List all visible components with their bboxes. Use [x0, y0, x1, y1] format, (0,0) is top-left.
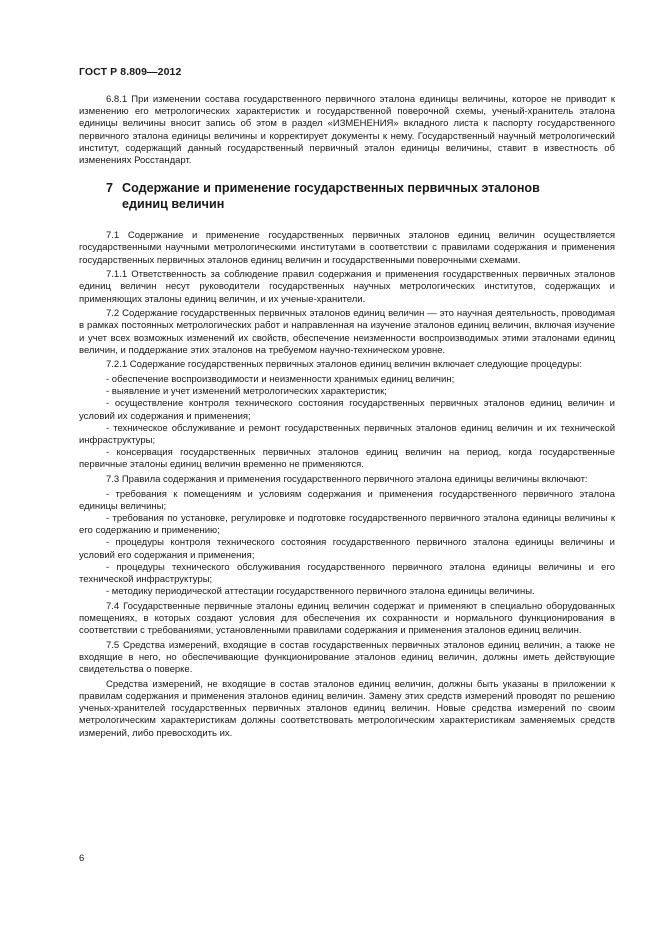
paragraph-7-4: 7.4 Государственные первичные эталоны единиц величин содержат и применяют в специально оборудованных помещениях, в которых создают условия для обеспечения их сохранности и нормального функционирования в соответствии с требованиями, установленными правилами содержания и применения эталонов единиц величин.	[79, 600, 615, 637]
paragraph-7-3: 7.3 Правила содержания и применения государственного первичного эталона единицы величины включают:	[106, 474, 588, 486]
paragraph-7-1: 7.1 Содержание и применение государственных первичных эталонов единиц величин осуществляется государственными научными метрологическими институтами в соответствии с правилами содержания и применения государственных первичных эталонов единиц величин и государственными поверочными схемами.	[79, 230, 615, 266]
list-item: - осуществление контроля технического состояния государственных первичных эталонов единиц величин и условий их содержания и применения;	[79, 398, 615, 422]
page-number: 6	[79, 853, 85, 864]
list-item: - процедуры технического обслуживания государственного первичного эталона единицы величины и его технической инфраструктуры;	[79, 561, 615, 586]
paragraph-7-5: 7.5 Средства измерений, входящие в состав государственных первичных эталонов единиц величин, а также не входящие в него, но обеспечивающие функционирование эталонов единиц величин, должны иметь действующие свидетельства о поверке.	[79, 639, 615, 676]
list-item: - требования к помещениям и условиям содержания и применения государственного первичного эталона единицы величины;	[79, 488, 615, 512]
section-number: 7	[106, 181, 114, 196]
paragraph-7-5-cont: Средства измерений, не входящие в состав эталонов единиц величин, должны быть указаны в приложении к правилам содержания и применения эталонов единиц величин. Замену этих средств измерений проводят по решению ученых-хранителей государственных первичных эталонов единиц величин. Новые средства измерений по своим метрологическим характеристикам должны соответствовать метрологическим характеристикам заменяемых средств измерений, либо превосходить их.	[79, 678, 615, 739]
paragraph-7-2: 7.2 Содержание государственных первичных эталонов единиц величин — это научная деятельность, проводимая в рамках постоянных метрологических работ и направленная на изучение эталонов единиц величин, включая изучение и учет всех возможных изменений их свойств, обеспечение неизменности воспроизводимых этими эталонами единиц величин, и поддержание этих эталонов на требуемом научно-техническом уровне.	[79, 308, 615, 356]
document-header: ГОСТ Р 8.809—2012	[79, 66, 182, 78]
section-title-line1: Содержание и применение государственных первичных эталонов	[122, 181, 540, 196]
section-heading	[106, 181, 615, 212]
document-body	[79, 94, 615, 742]
list-item: - методику периодической аттестации государственного первичного эталона единицы величины.	[106, 586, 535, 598]
list-item: - процедуры контроля технического состояния государственного первичного эталона единицы величины и условий его содержания и применения;	[79, 537, 615, 561]
list-item: - консервация государственных первичных эталонов единиц величин на период, когда государственные первичные эталоны единиц величин временно не применяются.	[79, 447, 615, 471]
paragraph-7-1-1: 7.1.1 Ответственность за соблюдение правил содержания и применения государственных первичных эталонов единиц величин несут руководители государственных научных метрологических институтов, содержащих и применяющих эталоны единиц величин, и их ученые-хранители.	[79, 269, 615, 305]
paragraph-6-8-1: 6.8.1 При изменении состава государственного первичного эталона единицы величины, которое не приводит к изменению его метрологических характеристик и государственной поверочной схемы, ученый-хранитель эталона единицы величины вносит запись об этом в раздел «ИЗМЕНЕНИЯ» вкладного листа к паспорту государственного первичного эталона единицы величины и корректирует документы к нему. Государственный научный метрологический институт, содержащий данный государственный первичный эталон единицы величины, ставит в известность об изменениях Росстандарт.	[79, 94, 615, 167]
list-item: - обеспечение воспроизводимости и неизменности хранимых единиц величин;	[106, 374, 455, 386]
list-item: - требования по установке, регулировке и подготовке государственного первичного эталона единицы величины к его содержанию и применению;	[79, 513, 615, 537]
section-title-line2: единиц величин	[122, 196, 225, 211]
list-item: - техническое обслуживание и ремонт государственных первичных эталонов единиц величин и их технической инфраструктуры;	[79, 422, 615, 447]
list-item: - выявление и учет изменений метрологических характеристик;	[106, 386, 387, 398]
paragraph-7-2-1: 7.2.1 Содержание государственных первичных эталонов единиц величин включает следующие процедуры:	[106, 359, 582, 371]
